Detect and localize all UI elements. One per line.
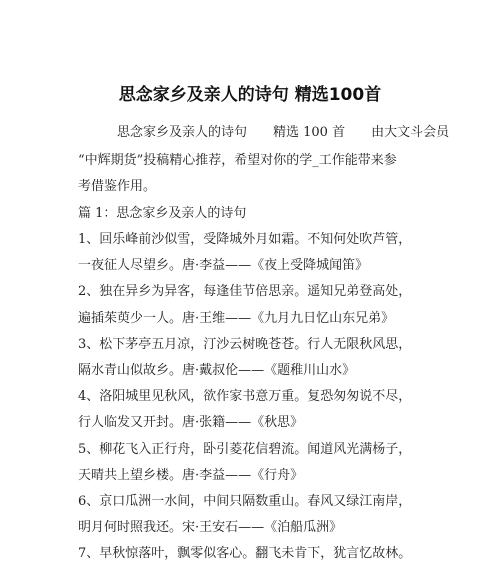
poem-line: 一夜征人尽望乡。唐·李益——《夜上受降城闻笛》 — [78, 258, 369, 273]
intro-line: 思念家乡及亲人的诗句 精选 100 首 由大文斗会员 — [78, 125, 450, 140]
poem-line: 遍插茱萸少一人。唐·王维——《九月九日忆山东兄弟》 — [78, 311, 395, 326]
poem-line: 2、独在异乡为异客，每逢佳节倍思亲。遥知兄弟登高处， — [78, 284, 412, 299]
poem-line: 7、早秋惊落叶，飘零似客心。翻飞未肯下，犹言忆故林。 — [78, 546, 412, 561]
poem-line: 1、回乐峰前沙似雪，受降城外月如霜。不知何处吹芦管， — [78, 232, 412, 247]
poem-line: 5、柳花飞入正行舟，卧引菱花信碧流。闻道风光满杨子， — [78, 442, 412, 457]
intro-line: 考借鉴作用。 — [78, 179, 157, 194]
intro-line: “中辉期货”投稿精心推荐，希望对你的学_工作能带来参 — [78, 153, 397, 168]
poem-line: 明月何时照我还。宋·王安石——《泊船瓜洲》 — [78, 520, 343, 535]
poem-line: 隔水青山似故乡。唐·戴叔伦——《题稚川山水》 — [78, 363, 356, 378]
poem-line: 行人临发又开封。唐·张籍——《秋思》 — [78, 415, 304, 430]
document-title: 思念家乡及亲人的诗句 精选100首 — [118, 85, 382, 105]
poem-line: 天晴共上望乡楼。唐·李益——《行舟》 — [78, 468, 304, 483]
section-heading: 篇 1：思念家乡及亲人的诗句 — [78, 206, 247, 221]
poem-line: 6、京口瓜洲一水间，中间只隔数重山。春风又绿江南岸， — [78, 494, 412, 509]
poem-line: 4、洛阳城里见秋风，欲作家书意万重。复恐匆匆说不尽， — [78, 389, 412, 404]
poem-line: 3、松下茅亭五月凉，汀沙云树晚苍苍。行人无限秋风思， — [78, 337, 412, 352]
